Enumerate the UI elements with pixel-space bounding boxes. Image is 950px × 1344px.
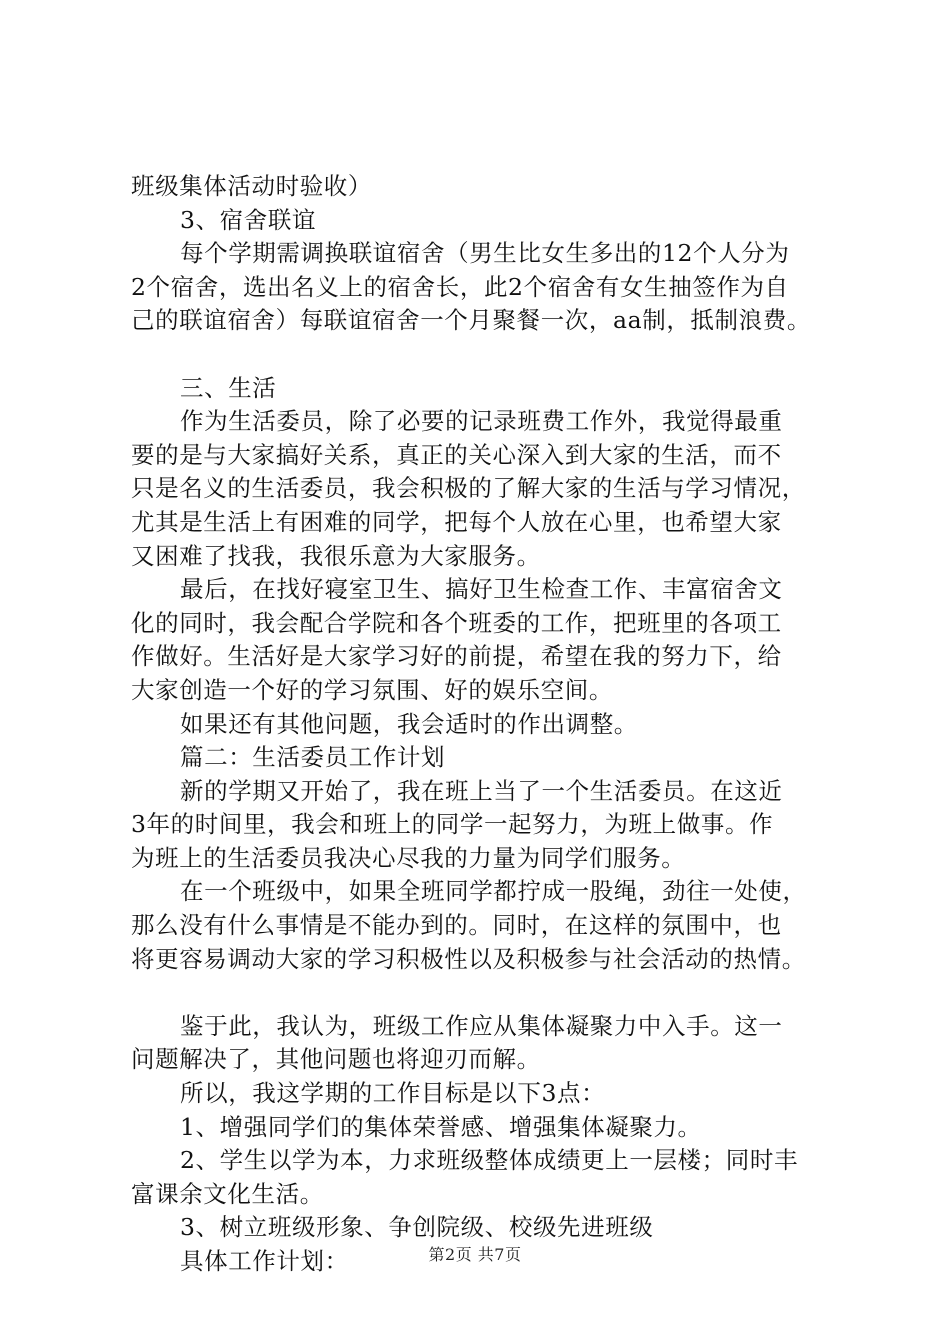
text-line: 所以，我这学期的工作目标是以下3点：	[180, 1079, 606, 1108]
text-line: 最后，在找好寝室卫生、搞好卫生检查工作、丰富宿舍文	[180, 575, 783, 604]
text-line: 1、增强同学们的集体荣誉感、增强集体凝聚力。	[180, 1112, 702, 1141]
paragraph-gap	[131, 976, 843, 1010]
text-line: 三、生活	[180, 373, 277, 402]
text-line: 问题解决了，其他问题也将迎刃而解。	[131, 1045, 541, 1074]
text-line: 只是名义的生活委员，我会积极的了解大家的生活与学习情况，	[131, 474, 806, 503]
text-line: 在一个班级中，如果全班同学都拧成一股绳，劲往一处使，	[180, 877, 807, 906]
text-line: 又困难了找我，我很乐意为大家服务。	[131, 541, 541, 570]
text-line: 新的学期又开始了，我在班上当了一个生活委员。在这近	[180, 776, 783, 805]
text-line: 2个宿舍，选出名义上的宿舍长，此2个宿舍有女生抽签作为自	[131, 272, 789, 301]
text-line: 具体工作计划：	[180, 1247, 349, 1275]
text-line: 为班上的生活委员我决心尽我的力量为同学们服务。	[131, 843, 686, 872]
text-line: 鉴于此，我认为，班级工作应从集体凝聚力中入手。这一	[180, 1011, 783, 1040]
page-footer: 第2页 共7页	[428, 1245, 522, 1264]
text-line: 作做好。生活好是大家学习好的前提，希望在我的努力下，给	[131, 642, 782, 671]
text-line: 2、学生以学为本，力求班级整体成绩更上一层楼；同时丰	[180, 1146, 799, 1175]
text-line: 将更容易调动大家的学习积极性以及积极参与社会活动的热情。	[131, 944, 806, 973]
text-line: 3年的时间里，我会和班上的同学一起努力，为班上做事。作	[131, 810, 774, 839]
text-line: 作为生活委员，除了必要的记录班费工作外，我觉得最重	[180, 407, 783, 436]
text-line: 如果还有其他问题，我会适时的作出调整。	[180, 709, 638, 738]
text-line: 己的联谊宿舍）每联谊宿舍一个月聚餐一次，aa制，抵制浪费。	[131, 306, 811, 335]
document-body	[131, 170, 843, 1279]
paragraph-gap	[131, 338, 843, 372]
text-line: 3、树立班级形象、争创院级、校级先进班级	[180, 1213, 654, 1242]
text-line: 每个学期需调换联谊宿舍（男生比女生多出的12个人分为	[180, 239, 790, 268]
text-line: 班级集体活动时验收）	[131, 172, 372, 200]
text-line: 富课余文化生活。	[131, 1179, 324, 1208]
text-line: 大家创造一个好的学习氛围、好的娱乐空间。	[131, 675, 613, 704]
text-line: 篇二：生活委员工作计划	[180, 743, 446, 772]
text-line: 那么没有什么事情是不能办到的。同时，在这样的氛围中，也	[131, 911, 782, 940]
text-line: 尤其是生活上有困难的同学，把每个人放在心里，也希望大家	[131, 507, 782, 536]
text-line: 3、宿舍联谊	[180, 205, 317, 234]
text-line: 要的是与大家搞好关系，真正的关心深入到大家的生活，而不	[131, 440, 782, 469]
text-line: 化的同时，我会配合学院和各个班委的工作，把班里的各项工	[131, 608, 782, 637]
